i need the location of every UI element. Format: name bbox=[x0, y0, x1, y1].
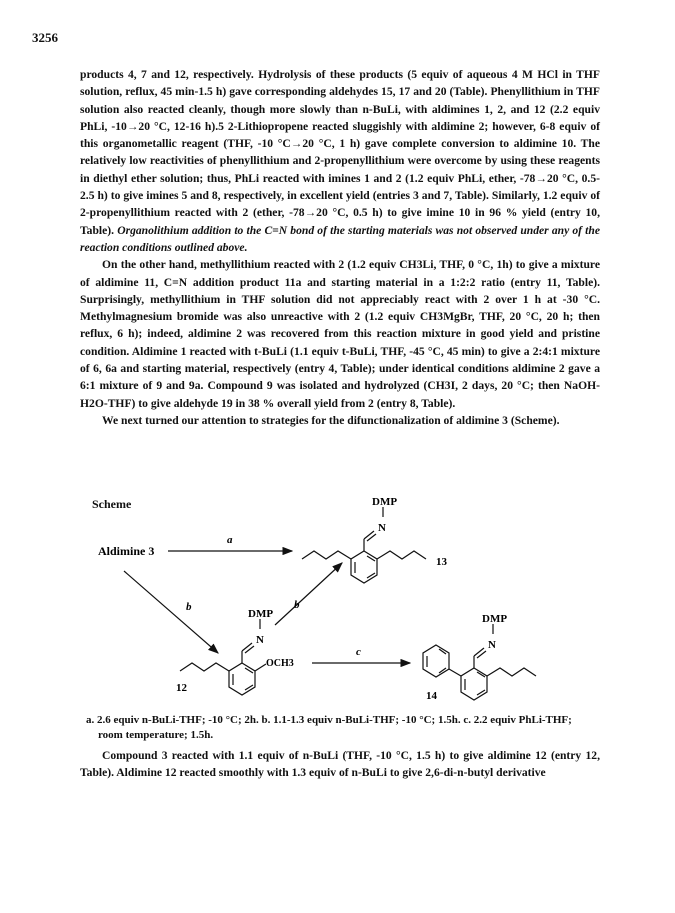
compound-12-label: 12 bbox=[176, 682, 187, 694]
bottom-text bbox=[80, 747, 600, 782]
arrow-b1-label: b bbox=[186, 601, 192, 613]
dmp-14: DMP bbox=[482, 613, 508, 625]
scheme-drawing bbox=[80, 493, 610, 705]
aldimine-3-label: Aldimine 3 bbox=[98, 544, 155, 558]
body-text bbox=[80, 66, 600, 429]
paragraph-1-text: products 4, 7 and 12, respectively. Hydrolysis of these products (5 equiv of aqueous 4 M HCl in THF solution, reflux, 45 min-1.5 h) gave corresponding aldehydes 15, 17 and 20 (Table). Phenyllithium in THF solution also reacted cleanly, though more slowly than n-BuLi, with aldimines 1, 2, and 12 (2.2 equiv PhLi, -10→20 °C, 12-16 h).5 2-Lithiopropene reacted sluggishly with aldimine 2; however, 6-8 equiv of this organometallic reagent (THF, -10 °C→20 °C, 1 h) gave complete conversion to aldimine 10. The relatively low reactivities of phenyllithium and 2-propenyllithium were overcome by using these reagents in diethyl ether solution; thus, PhLi reacted with imines 1 and 2 (1.2 equiv PhLi, ether, -78→20 °C, 0.5-2.5 h) to give imines 5 and 8, respectively, in excellent yield (entries 3 and 7, Table). Similarly, 1.2 equiv of 2-propenyllithium reacted with 2 (ether, -78→20 °C, 0.5 h) to give imine 10 in 96 % yield (entry 10, Table). bbox=[80, 68, 600, 237]
och3-label: OCH3 bbox=[266, 658, 294, 669]
compound-13-label: 13 bbox=[436, 556, 447, 568]
footnote-a: a. 2.6 equiv n-BuLi-THF; -10 °C; 2h. bbox=[86, 714, 259, 726]
reaction-scheme bbox=[80, 493, 610, 705]
paragraph-1 bbox=[80, 66, 600, 256]
paragraph-1-italic: Organolithium addition to the C=N bond of the starting materials was not observed under any of the reaction conditions outlined above. bbox=[80, 223, 600, 254]
footnote-b: b. 1.1-1.3 equiv n-BuLi-THF; -10 °C; 1.5h. bbox=[261, 714, 461, 726]
n-atom-12: N bbox=[256, 634, 264, 646]
compound-14-structure bbox=[423, 624, 536, 700]
arrow-c-label: c bbox=[356, 646, 361, 658]
dmp-12: DMP bbox=[248, 608, 274, 620]
scheme-footnote bbox=[86, 713, 598, 743]
paragraph-4: Compound 3 reacted with 1.1 equiv of n-BuLi (THF, -10 °C, 1.5 h) to give aldimine 12 (entry 12, Table). Aldimine 12 reacted smoothly with 1.3 equiv of n-BuLi to give 2,6-di-n-butyl derivative bbox=[80, 749, 600, 780]
arrow-b2 bbox=[275, 563, 342, 625]
arrow-b1 bbox=[124, 571, 218, 653]
compound-14-label: 14 bbox=[426, 690, 437, 702]
paragraph-3: We next turned our attention to strategies for the difunctionalization of aldimine 3 (Scheme). bbox=[102, 413, 560, 427]
compound-13-structure bbox=[302, 507, 426, 583]
paragraph-2: On the other hand, methyllithium reacted with 2 (1.2 equiv CH3Li, THF, 0 °C, 1h) to give a mixture of aldimine 11, C=N addition product 11a and starting material in a 1:2:2 ratio (entry 11, Table). Surprisingly, methyllithium in THF solution did not appreciably react with 2 over 1 h at -30 °C. Methylmagnesium bromide was also unreactive with 2 (1.2 equiv CH3MgBr, THF, 20 °C, 20 h; then reflux, 6 h); indeed, aldimine 2 was recovered from this reaction mixture in good yield and pristine condition. Aldimine 1 reacted with t-BuLi (1.1 equiv t-BuLi, THF, -45 °C, 45 min) to give a 2:4:1 mixture of 6, 6a and starting material, respectively (entry 4, Table); under identical conditions aldimine 2 gave a 6:1 mixture of 9 and 9a. Compound 9 was isolated and hydrolyzed (CH3I, 2 days, 20 °C; then NaOH-H2O-THF) to give aldehyde 19 in 38 % overall yield from 2 (entry 8, Table). bbox=[80, 258, 600, 410]
footnote-c: c. 2.2 equiv PhLi-THF; room temperature; 1.5h. bbox=[98, 714, 572, 741]
page-number: 3256 bbox=[32, 30, 58, 45]
scheme-title: Scheme bbox=[92, 497, 132, 511]
arrow-b2-label: b bbox=[294, 599, 300, 611]
arrow-a-label: a bbox=[227, 534, 233, 546]
n-atom-14: N bbox=[488, 639, 496, 651]
dmp-13: DMP bbox=[372, 496, 398, 508]
n-atom-13: N bbox=[378, 522, 386, 534]
